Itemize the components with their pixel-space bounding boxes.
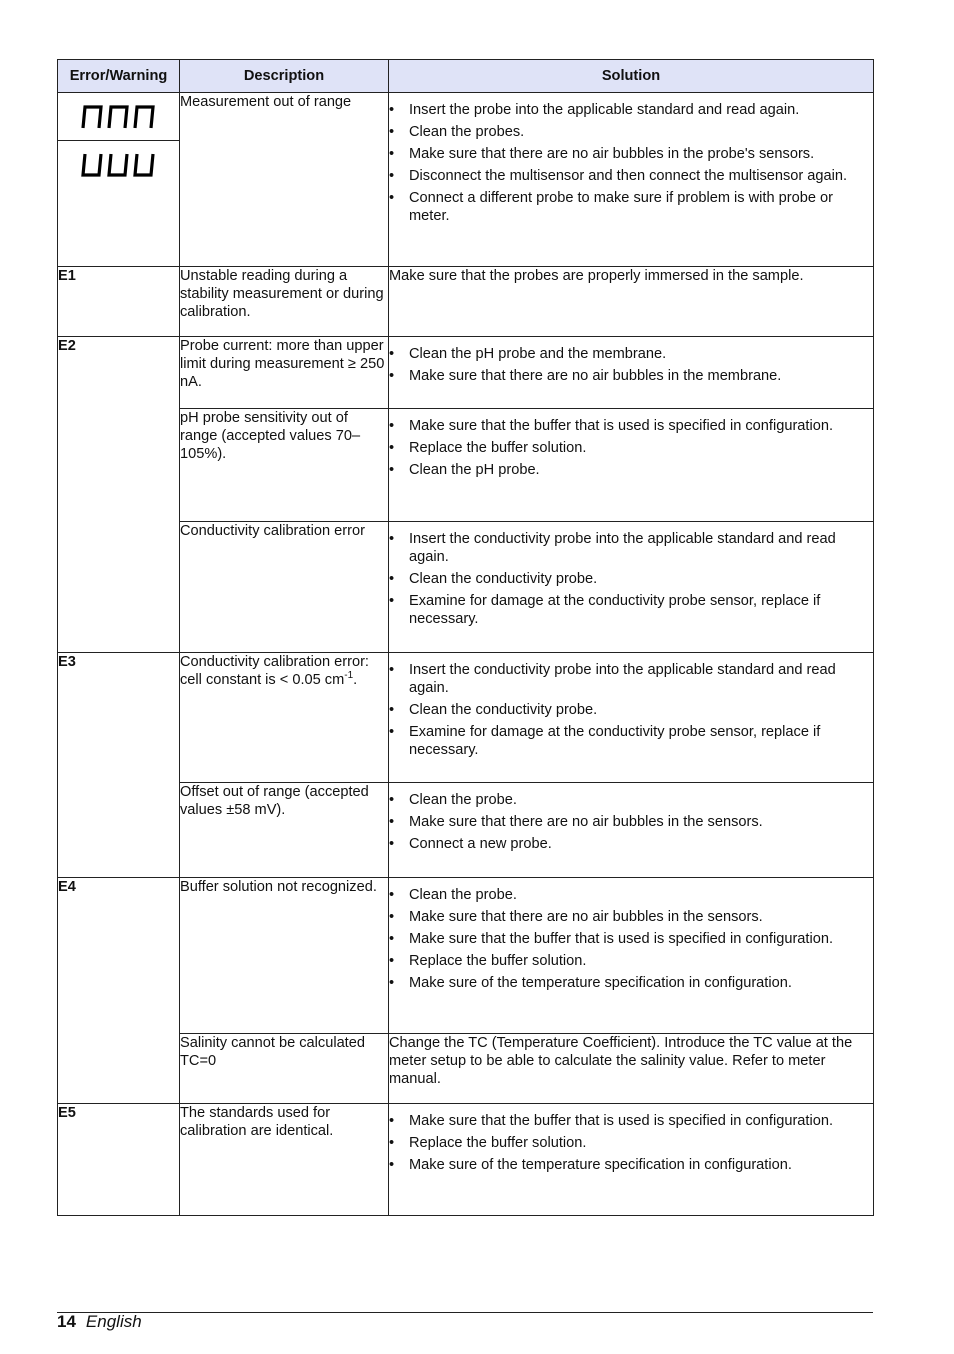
description-cell: Salinity cannot be calculated TC=0 bbox=[180, 1034, 389, 1104]
list-item: • Clean the probe. bbox=[389, 886, 873, 904]
list-item: • Clean the probe. bbox=[389, 791, 873, 809]
table-row bbox=[58, 522, 874, 653]
table-header-row bbox=[58, 60, 874, 93]
list-item: • Examine for damage at the conductivity probe sensor, replace if necessary. bbox=[389, 723, 873, 759]
error-table bbox=[57, 59, 874, 1216]
list-item: • Clean the conductivity probe. bbox=[389, 701, 873, 719]
list-item: • Make sure that there are no air bubbles in the sensors. bbox=[389, 908, 873, 926]
table-row bbox=[58, 337, 874, 409]
solution-list bbox=[389, 791, 873, 853]
list-item: • Make sure that there are no air bubbles in the probe's sensors. bbox=[389, 145, 873, 163]
list-item: • Replace the buffer solution. bbox=[389, 952, 873, 970]
description-cell: Unstable reading during a stability measurement or during calibration. bbox=[180, 267, 389, 337]
description-cell: Measurement out of range bbox=[180, 93, 389, 267]
list-item: • Insert the conductivity probe into the applicable standard and read again. bbox=[389, 661, 873, 697]
solution-cell bbox=[389, 267, 874, 337]
list-item: • Make sure of the temperature specification in configuration. bbox=[389, 1156, 873, 1174]
list-item: • Make sure that the buffer that is used is specified in configuration. bbox=[389, 417, 873, 435]
list-item: • Make sure that the buffer that is used is specified in configuration. bbox=[389, 930, 873, 948]
table-row bbox=[58, 1034, 874, 1104]
solution-cell bbox=[389, 337, 874, 409]
list-item: • Make sure that there are no air bubbles in the sensors. bbox=[389, 813, 873, 831]
table-row bbox=[58, 878, 874, 1034]
table-row bbox=[58, 1104, 874, 1216]
solution-list bbox=[389, 345, 873, 385]
table-row bbox=[58, 653, 874, 783]
solution-list bbox=[389, 417, 873, 479]
description-cell bbox=[180, 653, 389, 783]
solution-list bbox=[389, 1112, 873, 1174]
table-row bbox=[58, 93, 874, 267]
header-solution: Solution bbox=[389, 60, 874, 93]
page-footer bbox=[57, 1312, 142, 1332]
description-cell: pH probe sensitivity out of range (accepted values 70–105%). bbox=[180, 409, 389, 522]
overrange-display-icon bbox=[58, 93, 179, 141]
footer-divider bbox=[57, 1312, 873, 1313]
list-item: • Connect a new probe. bbox=[389, 835, 873, 853]
list-item: • Clean the pH probe and the membrane. bbox=[389, 345, 873, 363]
list-item: • Insert the conductivity probe into the applicable standard and read again. bbox=[389, 530, 873, 566]
superscript: -1 bbox=[344, 670, 354, 682]
table-row bbox=[58, 783, 874, 878]
list-item: • Clean the conductivity probe. bbox=[389, 570, 873, 588]
list-item: • Replace the buffer solution. bbox=[389, 439, 873, 457]
solution-cell bbox=[389, 1104, 874, 1216]
list-item: • Insert the probe into the applicable standard and read again. bbox=[389, 101, 873, 119]
underrange-display-icon bbox=[58, 141, 179, 188]
list-item: • Make sure that there are no air bubbles in the membrane. bbox=[389, 367, 873, 385]
description-cell: Buffer solution not recognized. bbox=[180, 878, 389, 1034]
table-row bbox=[58, 267, 874, 337]
list-item: • Clean the probes. bbox=[389, 123, 873, 141]
description-cell: Offset out of range (accepted values ±58 mV). bbox=[180, 783, 389, 878]
solution-list bbox=[389, 101, 873, 225]
error-code: E4 bbox=[58, 878, 180, 1104]
error-code: E2 bbox=[58, 337, 180, 653]
list-item: • Clean the pH probe. bbox=[389, 461, 873, 479]
description-text: Conductivity calibration error: cell constant is < 0.05 cm bbox=[180, 654, 369, 688]
table-row bbox=[58, 409, 874, 522]
description-cell: Conductivity calibration error bbox=[180, 522, 389, 653]
solution-list bbox=[389, 530, 873, 628]
solution-cell bbox=[389, 522, 874, 653]
description-cell: Probe current: more than upper limit during measurement ≥ 250 nA. bbox=[180, 337, 389, 409]
error-code: E3 bbox=[58, 653, 180, 878]
page-number: 14 bbox=[57, 1312, 76, 1331]
symbol-cell bbox=[58, 93, 180, 267]
description-cell: The standards used for calibration are identical. bbox=[180, 1104, 389, 1216]
page-language: English bbox=[85, 1312, 142, 1331]
solution-cell bbox=[389, 783, 874, 878]
list-item: • Replace the buffer solution. bbox=[389, 1134, 873, 1152]
header-description: Description bbox=[180, 60, 389, 93]
error-code: E5 bbox=[58, 1104, 180, 1216]
list-item: • Disconnect the multisensor and then connect the multisensor again. bbox=[389, 167, 873, 185]
header-error-warning: Error/Warning bbox=[58, 60, 180, 93]
error-code: E1 bbox=[58, 267, 180, 337]
solution-cell bbox=[389, 1034, 874, 1104]
list-item: • Examine for damage at the conductivity probe sensor, replace if necessary. bbox=[389, 592, 873, 628]
solution-cell bbox=[389, 878, 874, 1034]
solution-list bbox=[389, 661, 873, 759]
list-item: • Make sure of the temperature specification in configuration. bbox=[389, 974, 873, 992]
list-item: • Connect a different probe to make sure if problem is with probe or meter. bbox=[389, 189, 873, 225]
solution-text: Change the TC (Temperature Coefficient). Introduce the TC value at the meter setup to be able to calculate the salinity value. Refer to meter manual. bbox=[389, 1035, 853, 1087]
solution-text: Make sure that the probes are properly immersed in the sample. bbox=[389, 268, 804, 284]
solution-cell bbox=[389, 653, 874, 783]
solution-list bbox=[389, 886, 873, 992]
description-end: . bbox=[353, 672, 358, 688]
list-item: • Make sure that the buffer that is used is specified in configuration. bbox=[389, 1112, 873, 1130]
solution-cell bbox=[389, 93, 874, 267]
solution-cell bbox=[389, 409, 874, 522]
